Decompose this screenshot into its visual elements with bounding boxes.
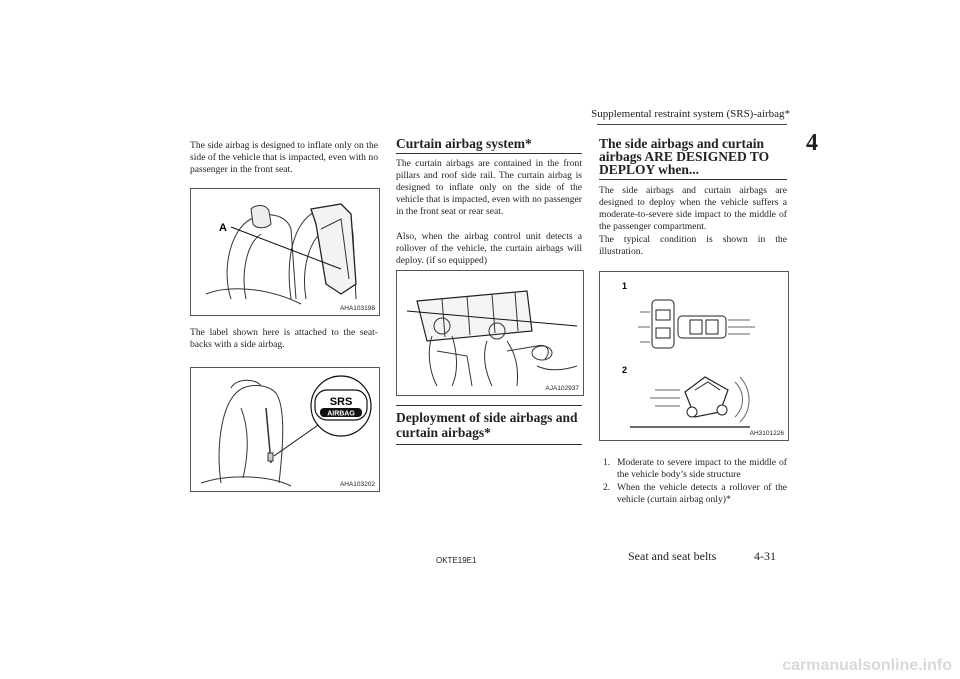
document-code: OKTE19E1 bbox=[436, 556, 477, 565]
curtain-paragraph-1: The curtain airbags are contained in the front pillars and roof side rail. The curtain airbag is designed to inflate only on the side of the vehicle that is impacted, even with no passenger in the front seat or rear seat. bbox=[396, 158, 582, 217]
figure-srs-label bbox=[190, 367, 380, 492]
curtain-paragraph-2: Also, when the airbag control unit detects a rollover of the vehicle, the curtain airbags will deploy. (if so equipped) bbox=[396, 231, 582, 266]
heading-curtain-airbag: Curtain airbag system* bbox=[396, 137, 582, 154]
list-item bbox=[599, 457, 787, 481]
heading-designed-to-deploy: The side airbags and curtain airbags ARE DESIGNED TO DEPLOY when... bbox=[599, 137, 787, 180]
figure-deploy-conditions bbox=[599, 271, 789, 441]
figure-side-airbag-seat bbox=[190, 188, 380, 316]
figure-code: AH3101226 bbox=[749, 430, 784, 437]
running-header: Supplemental restraint system (SRS)-airbag* bbox=[591, 108, 790, 120]
condition-2-label: 2 bbox=[622, 365, 628, 375]
condition-1-label: 1 bbox=[622, 281, 628, 291]
watermark: carmanualsonline.info bbox=[782, 657, 952, 674]
curtain-airbag-illustration bbox=[397, 271, 583, 395]
deploy-conditions-list bbox=[599, 457, 787, 507]
airbag-text: AIRBAG bbox=[327, 410, 355, 418]
figure-code: AJA102937 bbox=[545, 385, 579, 392]
deploy-conditions-illustration bbox=[600, 272, 788, 440]
figure-code: AHA103198 bbox=[339, 305, 375, 312]
srs-text: SRS bbox=[329, 396, 353, 408]
chapter-tab: 4 bbox=[806, 130, 818, 156]
list-item-number: 2. bbox=[603, 482, 611, 493]
list-item-text: Moderate to severe impact to the middle of the vehicle body’s side structure bbox=[617, 457, 787, 480]
deploy-paragraph-1: The side airbags and curtain airbags are designed to deploy when the vehicle suffers a moderate-to-severe side impact to the middle of the passenger compartment. bbox=[599, 185, 787, 232]
list-item-number: 1. bbox=[603, 457, 611, 468]
header-rule bbox=[597, 124, 787, 125]
heading-deployment: Deployment of side airbags and curtain airbags* bbox=[396, 405, 582, 445]
label-description: The label shown here is attached to the seat-backs with a side airbag. bbox=[190, 327, 378, 350]
seatback-label-illustration bbox=[191, 368, 379, 491]
deploy-paragraph-2: The typical condition is shown in the illustration. bbox=[599, 234, 787, 257]
side-airbag-intro: The side airbag is designed to inflate only on the side of the vehicle that is impacted, even with no passenger in the front seat. bbox=[190, 140, 378, 175]
page-number: 4-31 bbox=[754, 549, 776, 563]
section-name: Seat and seat belts bbox=[628, 549, 717, 563]
list-item bbox=[599, 482, 787, 506]
callout-a: A bbox=[219, 222, 227, 234]
seat-airbag-illustration bbox=[191, 189, 379, 315]
figure-curtain-airbag bbox=[396, 270, 584, 396]
figure-code: AHA103202 bbox=[339, 481, 375, 488]
list-item-text: When the vehicle detects a rollover of the vehicle (curtain airbag only)* bbox=[617, 482, 787, 505]
